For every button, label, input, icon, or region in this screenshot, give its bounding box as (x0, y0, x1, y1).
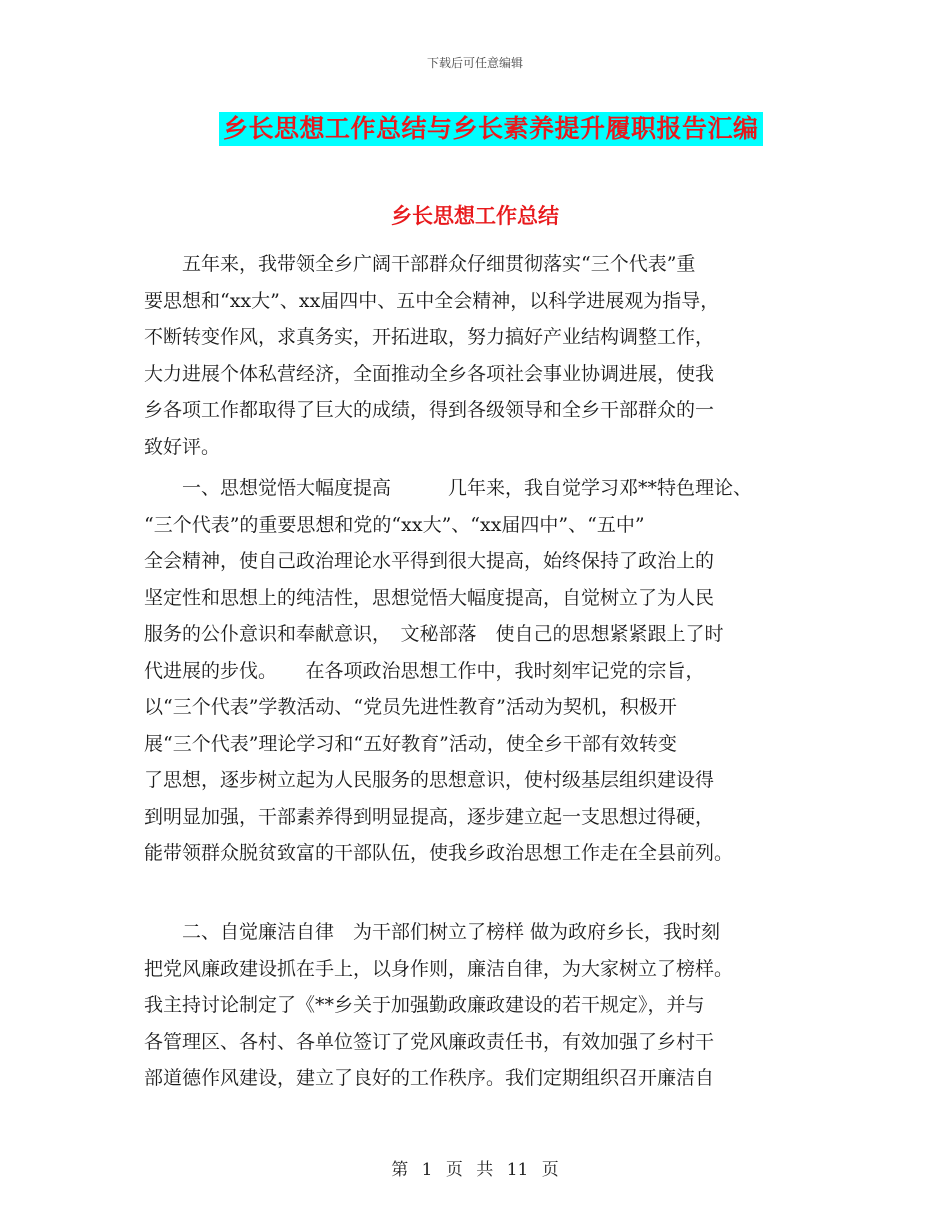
text-line: 致好评。 (144, 435, 221, 458)
text-line: 以“三个代表”学教活动、“党员先进性教育”活动为契机，积极开 (144, 696, 677, 718)
text-line: 我主持讨论制定了《**乡关于加强勤政廉政建设的若干规定》，并与 (144, 994, 705, 1016)
section-title: 乡长思想工作总结 (391, 204, 559, 228)
text-line: 大力进展个体私营经济，全面推动全乡各项社会事业协调进展，使我 (144, 362, 715, 385)
text-line: “三个代表”的重要思想和党的“xx大”、“xx届四中”、“五中” (144, 513, 645, 536)
text-line: 坚定性和思想上的纯洁性，思想觉悟大幅度提高，自觉树立了为人民 (144, 586, 715, 609)
text-line: 一、思想觉悟大幅度提高 几年来，我自觉学习邓**特色理论、 (144, 477, 753, 499)
document-title: 乡长思想工作总结与乡长素养提升履职报告汇编 (219, 112, 763, 146)
text-line: 了思想，逐步树立起为人民服务的思想意识，使村级基层组织建设得 (144, 769, 715, 791)
text-line: 展“三个代表”理论学习和“五好教育”活动，使全乡干部有效转变 (144, 732, 677, 755)
footer-page-word: 页 (445, 1160, 463, 1180)
footer-suffix: 页 (541, 1160, 559, 1180)
text-line: 乡各项工作都取得了巨大的成绩，得到各级领导和全乡干部群众的一 (144, 399, 715, 421)
text-line: 代进展的步伐。 在各项政治思想工作中，我时刻牢记党的宗旨， (144, 659, 705, 682)
text-line: 各管理区、各村、各单位签订了党风廉政责任书，有效加强了乡村干 (144, 1030, 715, 1053)
text-line: 服务的公仆意识和奉献意识， 文秘部落 使自己的思想紧紧跟上了时 (144, 623, 724, 645)
paragraph-intro (144, 246, 824, 465)
footer-prefix: 第 (391, 1160, 409, 1180)
paragraph-section-one (144, 470, 824, 872)
total-page-count: 11 (506, 1160, 529, 1180)
text-line: 二、自觉廉洁自律 为干部们树立了榜样 做为政府乡长，我时刻 (144, 921, 721, 943)
footer-total-word: 共 (476, 1160, 494, 1180)
text-line: 能带领群众脱贫致富的干部队伍，使我乡政治思想工作走在全县前列。 (144, 842, 734, 864)
text-line: 到明显加强，干部素养得到明显提高，逐步建立起一支思想过得硬， (144, 805, 715, 828)
current-page-number: 1 (421, 1160, 433, 1180)
text-line: 把党风廉政建设抓在手上，以身作则，廉洁自律，为大家树立了榜样。 (144, 957, 734, 980)
text-line: 部道德作风建设，建立了良好的工作秩序。我们定期组织召开廉洁自 (144, 1067, 715, 1089)
text-line: 不断转变作风，求真务实，开拓进取，努力搞好产业结构调整工作， (144, 326, 715, 348)
text-line: 要思想和“xx大”、xx届四中、五中全会精神，以科学进展观为指导， (144, 289, 720, 312)
header-note: 下载后可任意编辑 (426, 56, 523, 70)
paragraph-section-two (144, 914, 824, 1097)
page-footer (0, 1155, 950, 1180)
text-line: 五年来，我带领全乡广阔干部群众仔细贯彻落实“三个代表”重 (144, 253, 696, 275)
text-line: 全会精神，使自己政治理论水平得到很大提高，始终保持了政治上的 (144, 550, 715, 572)
